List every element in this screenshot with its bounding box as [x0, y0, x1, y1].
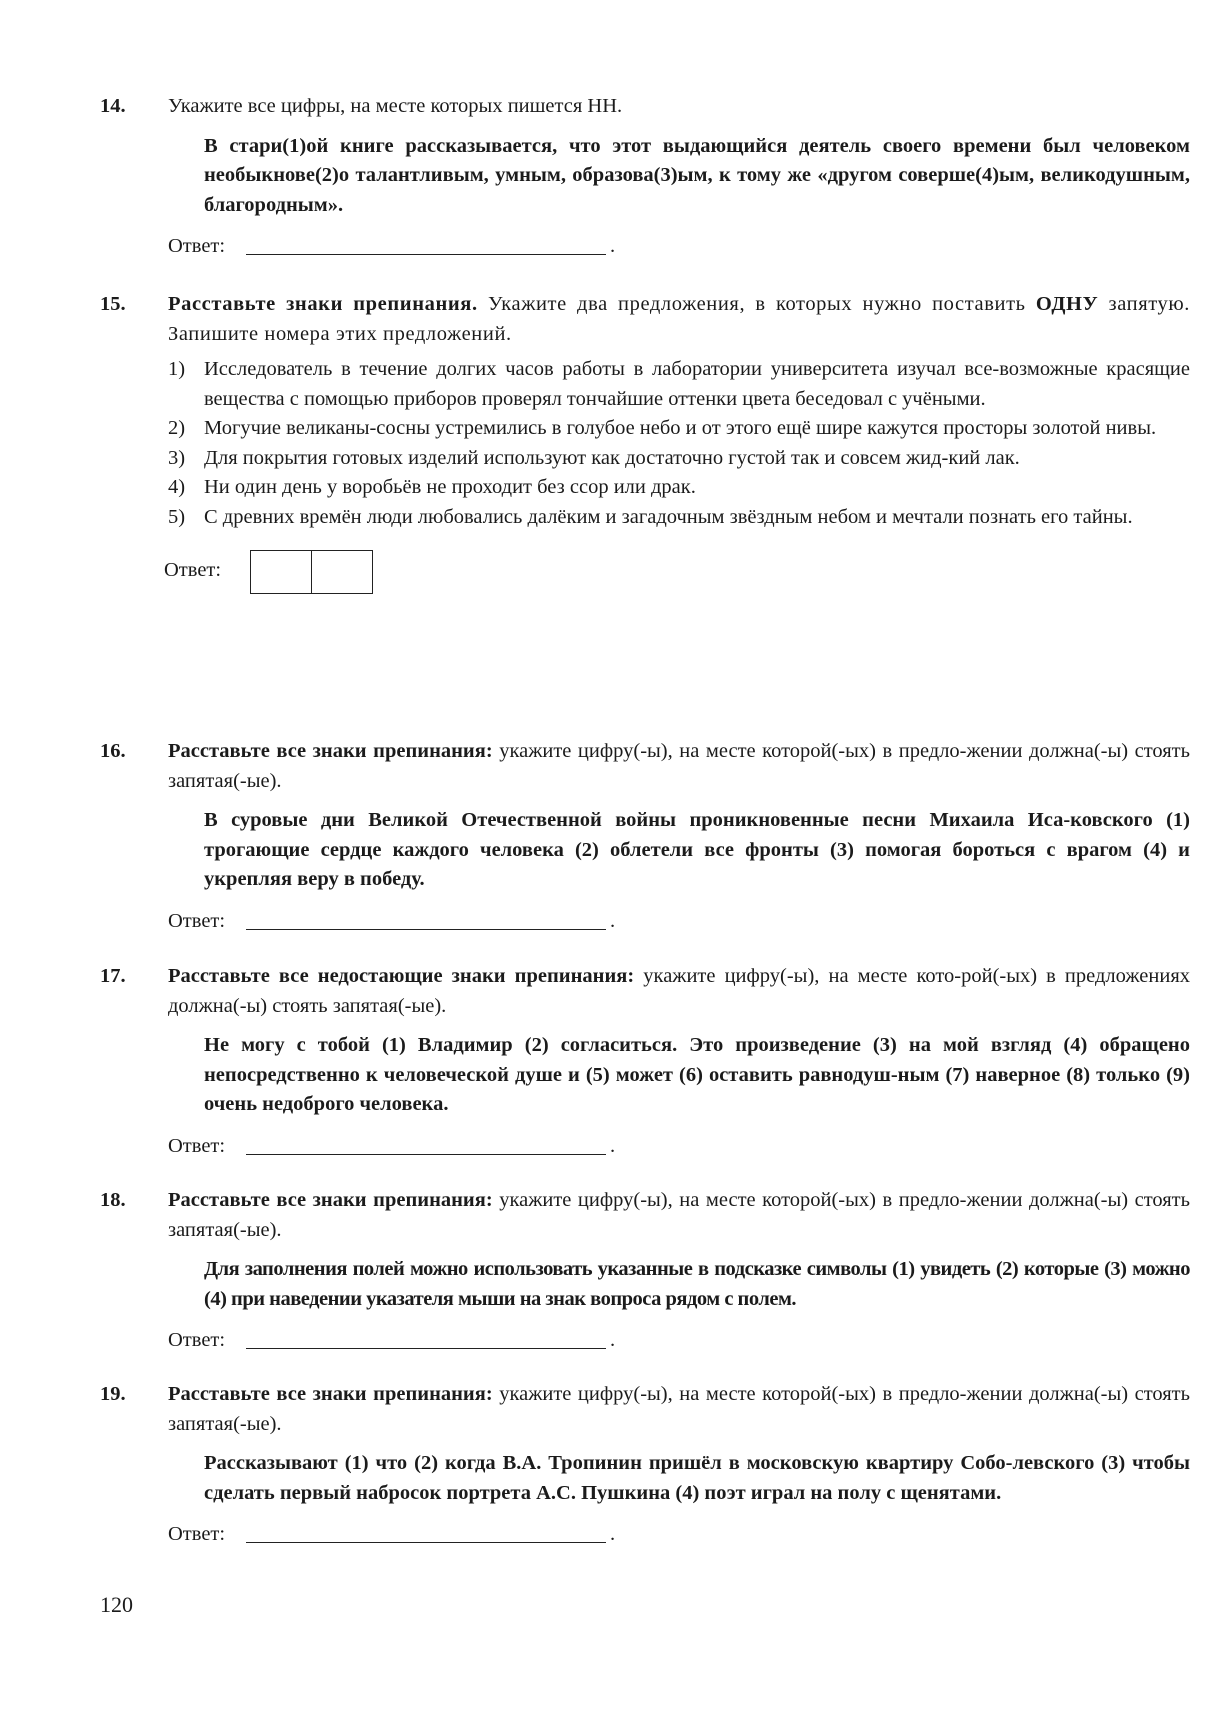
option-text: С древних времён люди любовались далёким и загадочным звёздным небом и мечтали познать его тайны. — [204, 505, 1133, 528]
instruction-text: укажите цифру(-ы), на месте которой(-ых) в предло-жении должна(-ы) стоять запятая(-ые). — [168, 1189, 1190, 1241]
task-number: 17. — [100, 965, 126, 987]
option-text: Могучие великаны-сосны устремились в голубое небо и от этого ещё шире кажутся просторы золотой нивы. — [204, 417, 1157, 439]
answer-period: . — [610, 1523, 616, 1545]
task-number: 19. — [100, 1383, 126, 1405]
task-instruction — [168, 290, 1190, 349]
instruction-bold: Расставьте все недостающие знаки препинания: — [168, 965, 635, 987]
answer-box-2[interactable] — [312, 550, 373, 594]
answer-period: . — [610, 909, 616, 932]
task-instruction — [168, 1380, 1190, 1439]
instruction-text: Укажите два предложения, в которых нужно поставить — [477, 293, 1036, 315]
answer-field — [164, 556, 1190, 586]
task-instruction: Укажите все цифры, на месте которых пишется НН. — [168, 95, 623, 117]
task-text: Не могу с тобой (1) Владимир (2) согласиться. Это произведение (3) на мой взгляд (4) обращено непосредственно к человеческой душе и (5) может (6) оставить равнодуш-ным (7) наверное (8) только (9) очень недоброго человека. — [204, 1034, 1190, 1115]
answer-boxes — [250, 550, 373, 594]
instruction-text: укажите цифру(-ы), на месте которой(-ых) в предло-жении должна(-ы) стоять запятая(-ые). — [168, 1383, 1190, 1435]
task-text: В стари(1)ой книге рассказывается, что этот выдающийся деятель своего времени был человеком необыкнове(2)о талантливым, умным, образова(3)ым, к тому же «другом соверше(4)ым, великодушным, благородным». — [204, 134, 1190, 216]
instruction-bold: Расставьте все знаки препинания: — [168, 1383, 493, 1405]
instruction-bold: Расставьте знаки препинания. — [168, 293, 478, 315]
task-number: 14. — [100, 95, 126, 117]
task-text: Рассказывают (1) что (2) когда В.А. Тропинин пришёл в московскую квартиру Собо-левского (3) чтобы сделать первый набросок портрета А.С. Пушкина (4) поэт играл на полу с щенятами. — [204, 1452, 1190, 1504]
instruction-text-end: запятую. Запишите номера этих предложений. — [168, 293, 1191, 345]
answer-period: . — [610, 1134, 616, 1157]
task-14 — [100, 92, 1190, 262]
task-text: Для заполнения полей можно использовать указанные в подсказке символы (1) увидеть (2) которые (3) можно (4) при наведении указателя мыши на знак вопроса рядом с полем. — [204, 1258, 1190, 1310]
list-item — [168, 503, 1190, 533]
options-list — [168, 355, 1190, 532]
option-number: 2) — [168, 417, 186, 439]
option-text: Исследователь в течение долгих часов работы в лаборатории университета изучал все-возможные красящие вещества с помощью приборов проверял тончайшие оттенки цвета беседовал с учёными. — [204, 358, 1190, 410]
task-number: 16. — [100, 740, 126, 762]
option-number: 4) — [168, 476, 186, 498]
task-15 — [100, 290, 1190, 586]
answer-period: . — [610, 235, 616, 257]
list-item — [168, 473, 1190, 503]
task-instruction — [168, 737, 1190, 796]
answer-label: Ответ: — [168, 1329, 226, 1351]
answer-period: . — [610, 1329, 616, 1351]
task-number: 18. — [100, 1189, 126, 1211]
option-text: Для покрытия готовых изделий используют как достаточно густой так и совсем жид-кий лак. — [204, 446, 1020, 469]
answer-label: Ответ: — [168, 235, 226, 257]
answer-field[interactable] — [168, 232, 1190, 262]
list-item — [168, 414, 1190, 444]
option-text: Ни один день у воробьёв не проходит без ссор или драк. — [204, 476, 696, 498]
answer-box-1[interactable] — [250, 550, 312, 594]
option-number: 1) — [168, 358, 186, 380]
instruction-bold: Расставьте все знаки препинания: — [168, 740, 493, 762]
list-item — [168, 444, 1190, 474]
list-item — [168, 355, 1190, 414]
answer-label: Ответ: — [168, 1134, 226, 1157]
answer-line[interactable] — [246, 1348, 606, 1349]
task-18 — [100, 1186, 1190, 1356]
task-16 — [100, 737, 1190, 937]
option-number: 3) — [168, 446, 186, 469]
answer-line[interactable] — [246, 1542, 606, 1543]
task-17 — [100, 962, 1190, 1162]
instruction-text: укажите цифру(-ы), на месте которой(-ых) в предло-жении должна(-ы) стоять запятая(-ые). — [168, 740, 1190, 792]
answer-label: Ответ: — [168, 1523, 226, 1545]
option-number: 5) — [168, 505, 186, 528]
answer-line[interactable] — [246, 929, 606, 930]
answer-field[interactable] — [168, 1326, 1190, 1356]
answer-field[interactable] — [168, 907, 1190, 937]
task-number: 15. — [100, 293, 126, 315]
answer-field[interactable] — [168, 1520, 1190, 1550]
answer-label: Ответ: — [164, 559, 222, 581]
answer-line[interactable] — [246, 1154, 606, 1155]
task-instruction — [168, 1186, 1190, 1245]
task-instruction — [168, 962, 1190, 1021]
answer-field[interactable] — [168, 1132, 1190, 1162]
instruction-bold-emphasis: ОДНУ — [1035, 293, 1099, 315]
task-text: В суровые дни Великой Отечественной войны проникновенные песни Михаила Иса-ковского (1) трогающие сердце каждого человека (2) облетели все фронты (3) помогая бороться с врагом (4) и укрепляя веру в победу. — [204, 809, 1190, 890]
page-number: 120 — [100, 1592, 133, 1617]
task-19 — [100, 1380, 1190, 1550]
answer-line[interactable] — [246, 254, 606, 255]
instruction-bold: Расставьте все знаки препинания: — [168, 1189, 493, 1211]
instruction-text: укажите цифру(-ы), на месте кото-рой(-ых) в предложениях должна(-ы) стоять запятая(-ые). — [168, 965, 1190, 1017]
answer-label: Ответ: — [168, 909, 226, 932]
